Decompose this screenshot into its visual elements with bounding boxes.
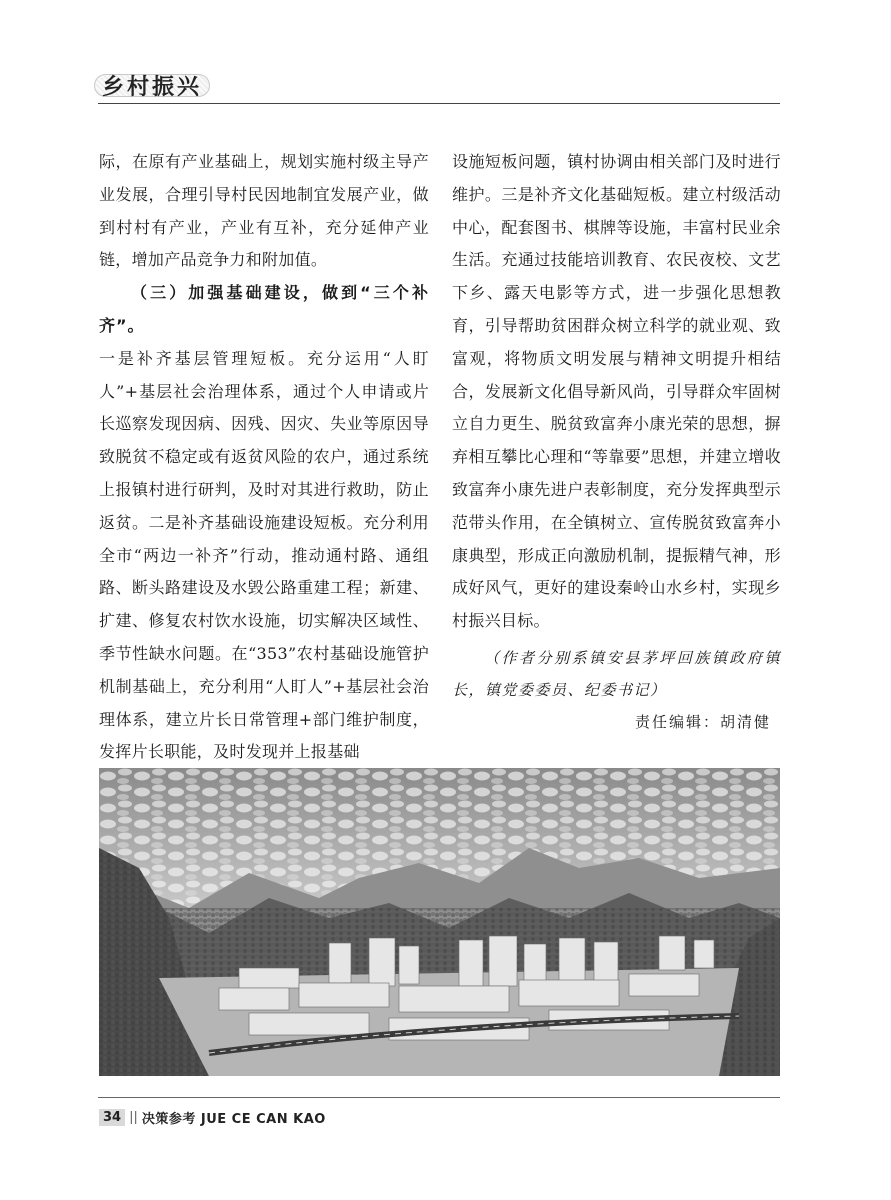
paragraph: 际，在原有产业基础上，规划实施村级主导产业发展，合理引导村民因地制宜发展产业，做到村村有产业，产业有互补，充分延伸产业链，增加产品竞争力和附加值。 [99,152,429,270]
section-header [98,70,208,101]
editor-credit: 责任编辑：胡清健 [634,712,771,731]
footer-divider [98,1097,780,1098]
left-column [99,146,429,769]
section-heading: （三）加强基础建设，做到“三个补齐”。 [99,283,429,335]
header-divider [98,103,780,104]
section-title: 乡村振兴 [98,70,208,101]
paragraph: 一是补齐基层管理短板。充分运用“人盯人”+基层社会治理体系，通过个人申请或片长巡察发现因病、因残、因灾、失业等原因导致脱贫不稳定或有返贫风险的农户，通过系统上报镇村进行研判，及时对其进行救助，防止返贫。二是补齐基础设施建设短板。充分利用全市“两边一补齐”行动，推动通村路、通组路、断头路建设及水毁公路重建工程；新建、扩建、修复农村饮水设施，切实解决区域性、季节性缺水问题。在“353”农村基础设施管护机制基础上，充分利用“人盯人”+基层社会治理体系，建立片长日常管理+部门维护制度，发挥片长职能，及时发现并上报基础 [99,348,429,762]
right-column [452,146,781,739]
magazine-name: 决策参考 JUE CE CAN KAO [141,1112,326,1127]
page-number: 34 [99,1109,125,1126]
paragraph: 设施短板问题，镇村协调由相关部门及时进行维护。三是补齐文化基础短板。建立村级活动中心，配套图书、棋牌等设施，丰富村民业余生活。充通过技能培训教育、农民夜校、文艺下乡、露天电影等方式，进一步强化思想教育，引导帮助贫困群众树立科学的就业观、致富观，将物质文明发展与精神文明提升相结合，发展新文化倡导新风尚，引导群众牢固树立自力更生、脱贫致富奔小康光荣的思想，摒弃相互攀比心理和“等靠要”思想，并建立增收致富奔小康先进户表彰制度，充分发挥典型示范带头作用，在全镇树立、宣传脱贫致富奔小康典型，形成正向激励机制，提振精气神，形成好风气，更好的建设秦岭山水乡村，实现乡村振兴目标。 [452,152,781,631]
author-note: （作者分别系镇安县茅坪回族镇政府镇长，镇党委委员、纪委书记） [452,648,781,699]
page-footer [99,1108,326,1127]
town-panorama-photo [99,768,780,1076]
footer-separator: || [129,1110,138,1125]
